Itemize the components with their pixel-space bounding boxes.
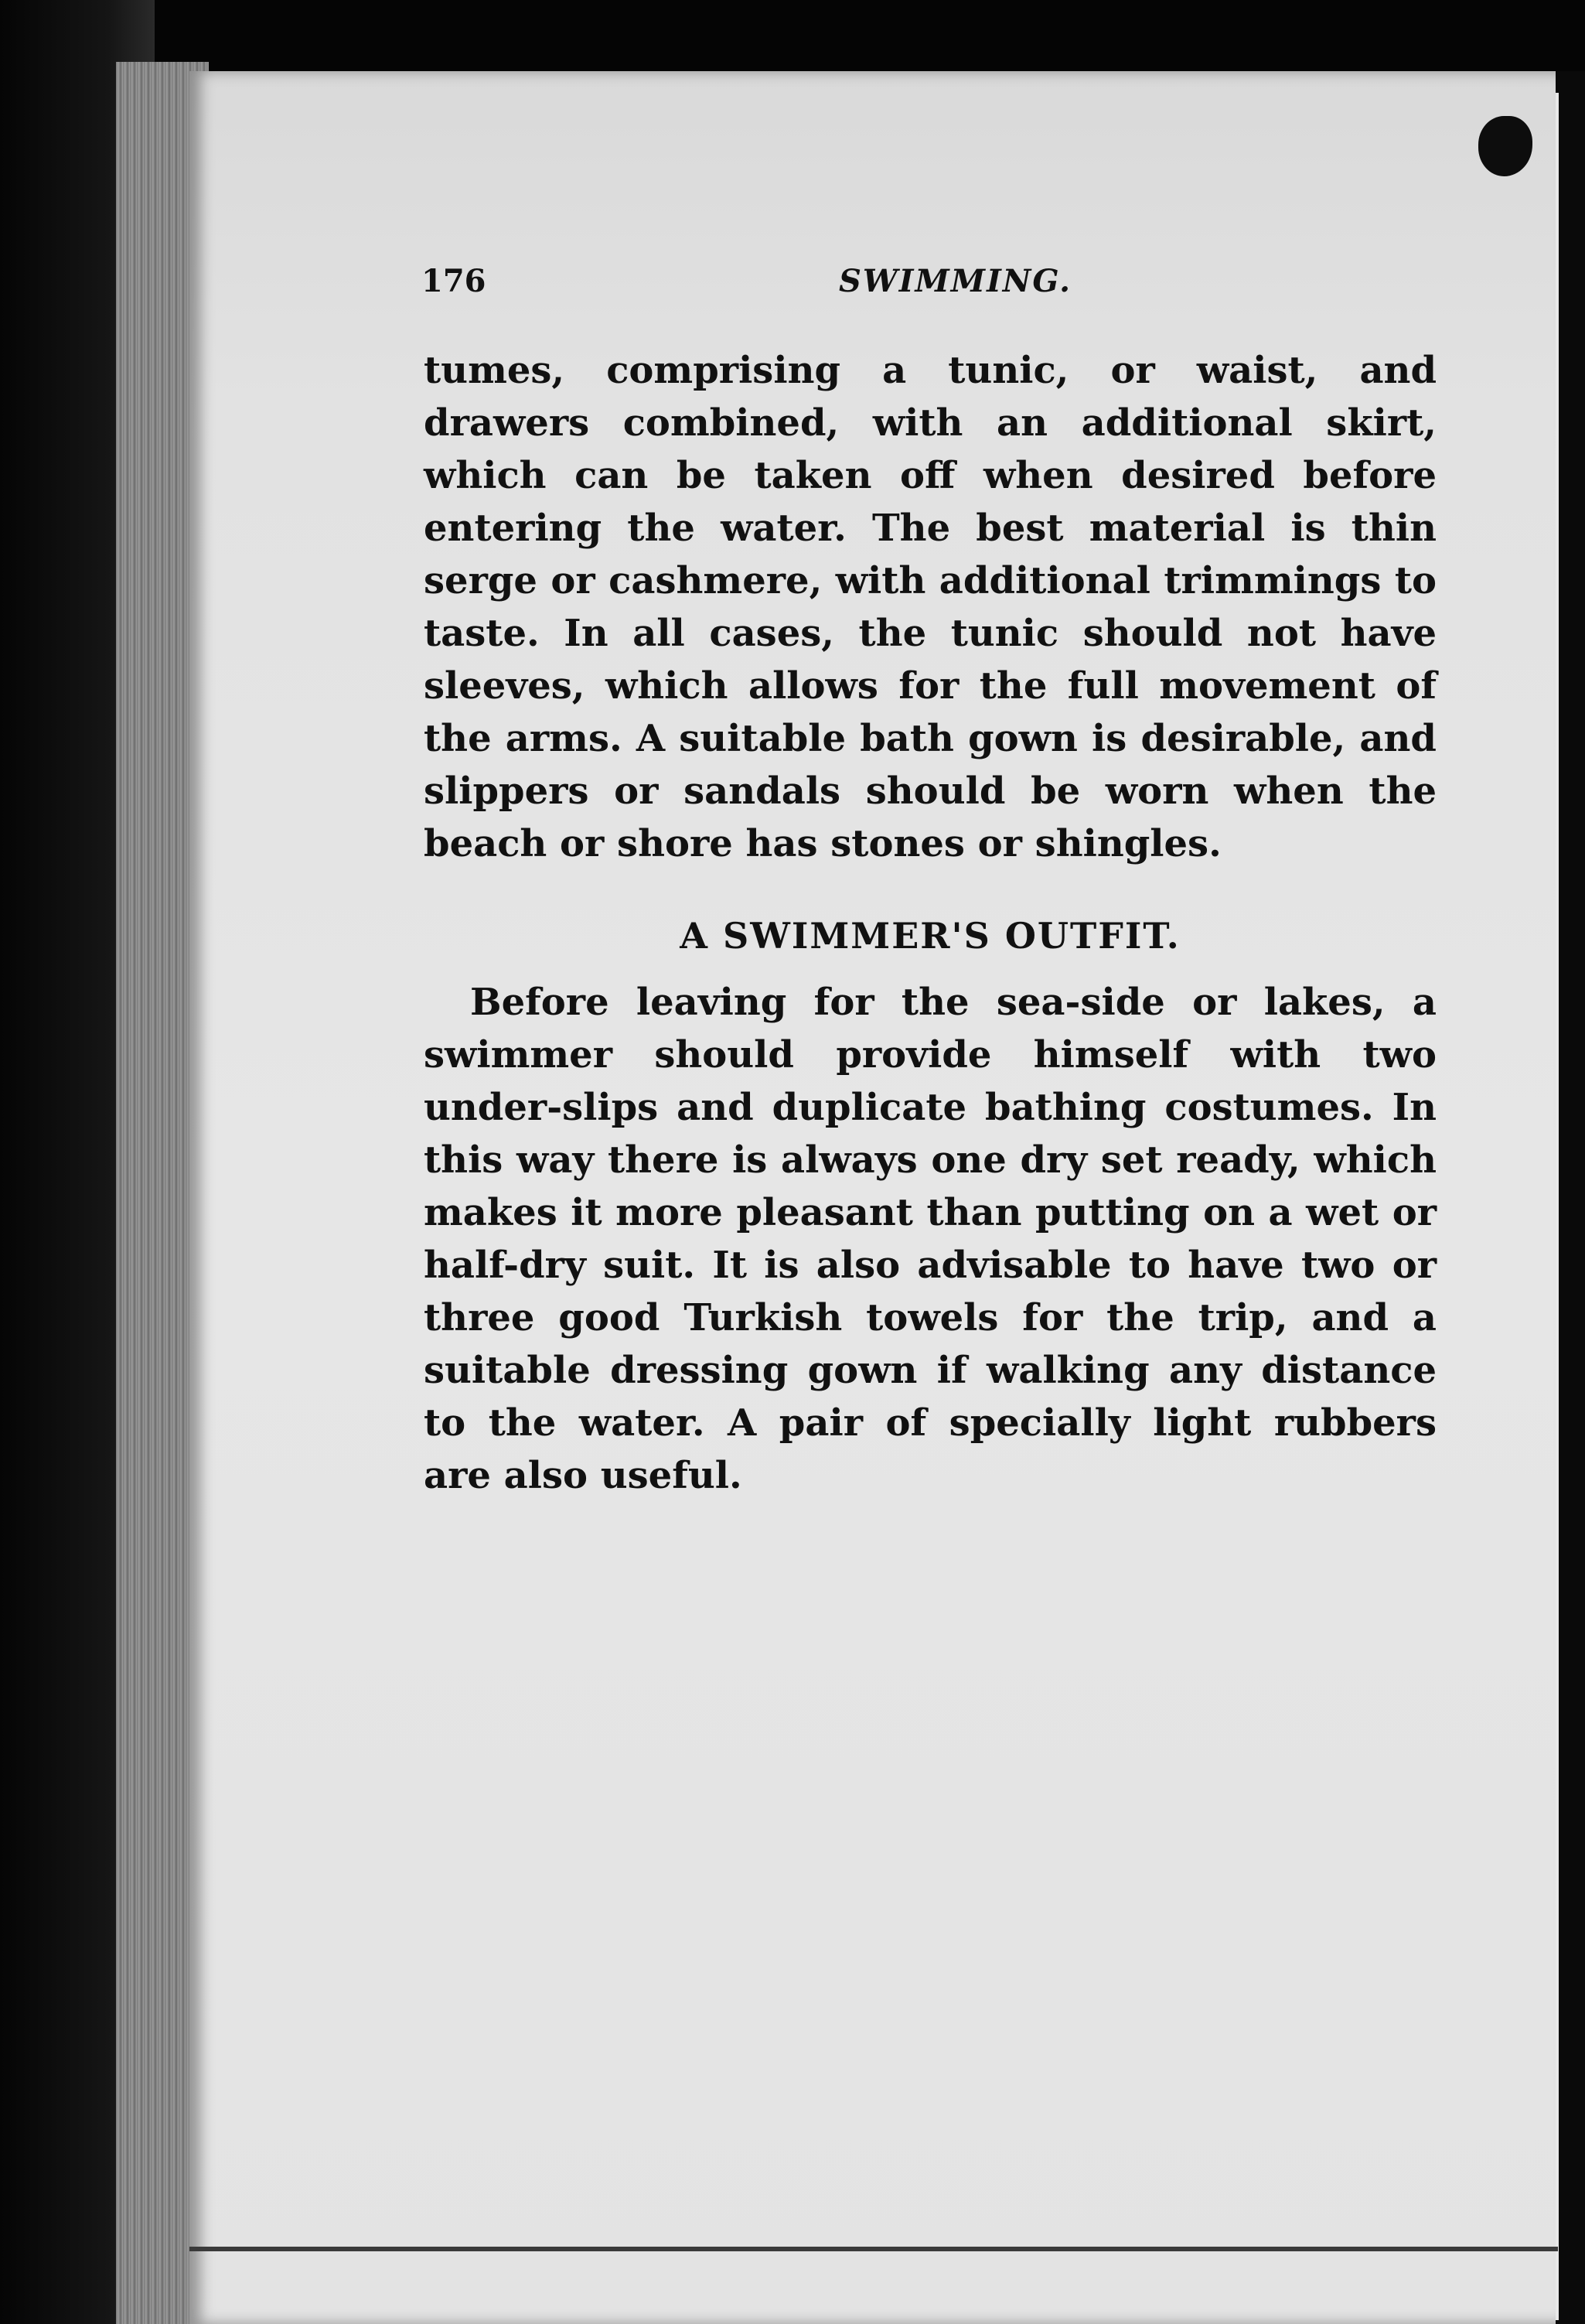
scan-right-border bbox=[1556, 71, 1585, 2324]
running-head bbox=[421, 263, 1450, 309]
section-paragraph: Before leaving for the sea-side or lakes, a swimmer should provide himself with two under-slips and duplicate bathing costumes. In this way there is always one dry set ready, which makes it more pleasant than putting on a wet or half-dry suit. It is also advisable to have two or three good Turkish towels for the trip, and a suitable dressing gown if walking any distance to the water. A pair of specially light rubbers are also useful. bbox=[424, 981, 1437, 1497]
page-right-edge bbox=[1556, 93, 1559, 2320]
running-title: SWIMMING. bbox=[839, 263, 1072, 299]
page-bottom-edge bbox=[189, 2247, 1558, 2251]
section-heading: A SWIMMER'S OUTFIT. bbox=[680, 915, 1181, 957]
page-number: 176 bbox=[421, 263, 486, 299]
scan-top-border bbox=[0, 0, 1585, 71]
continued-paragraph: tumes, comprising a tunic, or waist, and drawers combined, with an additional skirt, which can be taken off when desired before entering the water. The best material is thin serge or cashmere, with additional trimmings to taste. In all cases, the tunic should not have sleeves, which allows for the full movement of the arms. A suitable bath gown is desirable, and slippers or sandals should be worn when the beach or shore has stones or shingles. bbox=[424, 349, 1437, 865]
